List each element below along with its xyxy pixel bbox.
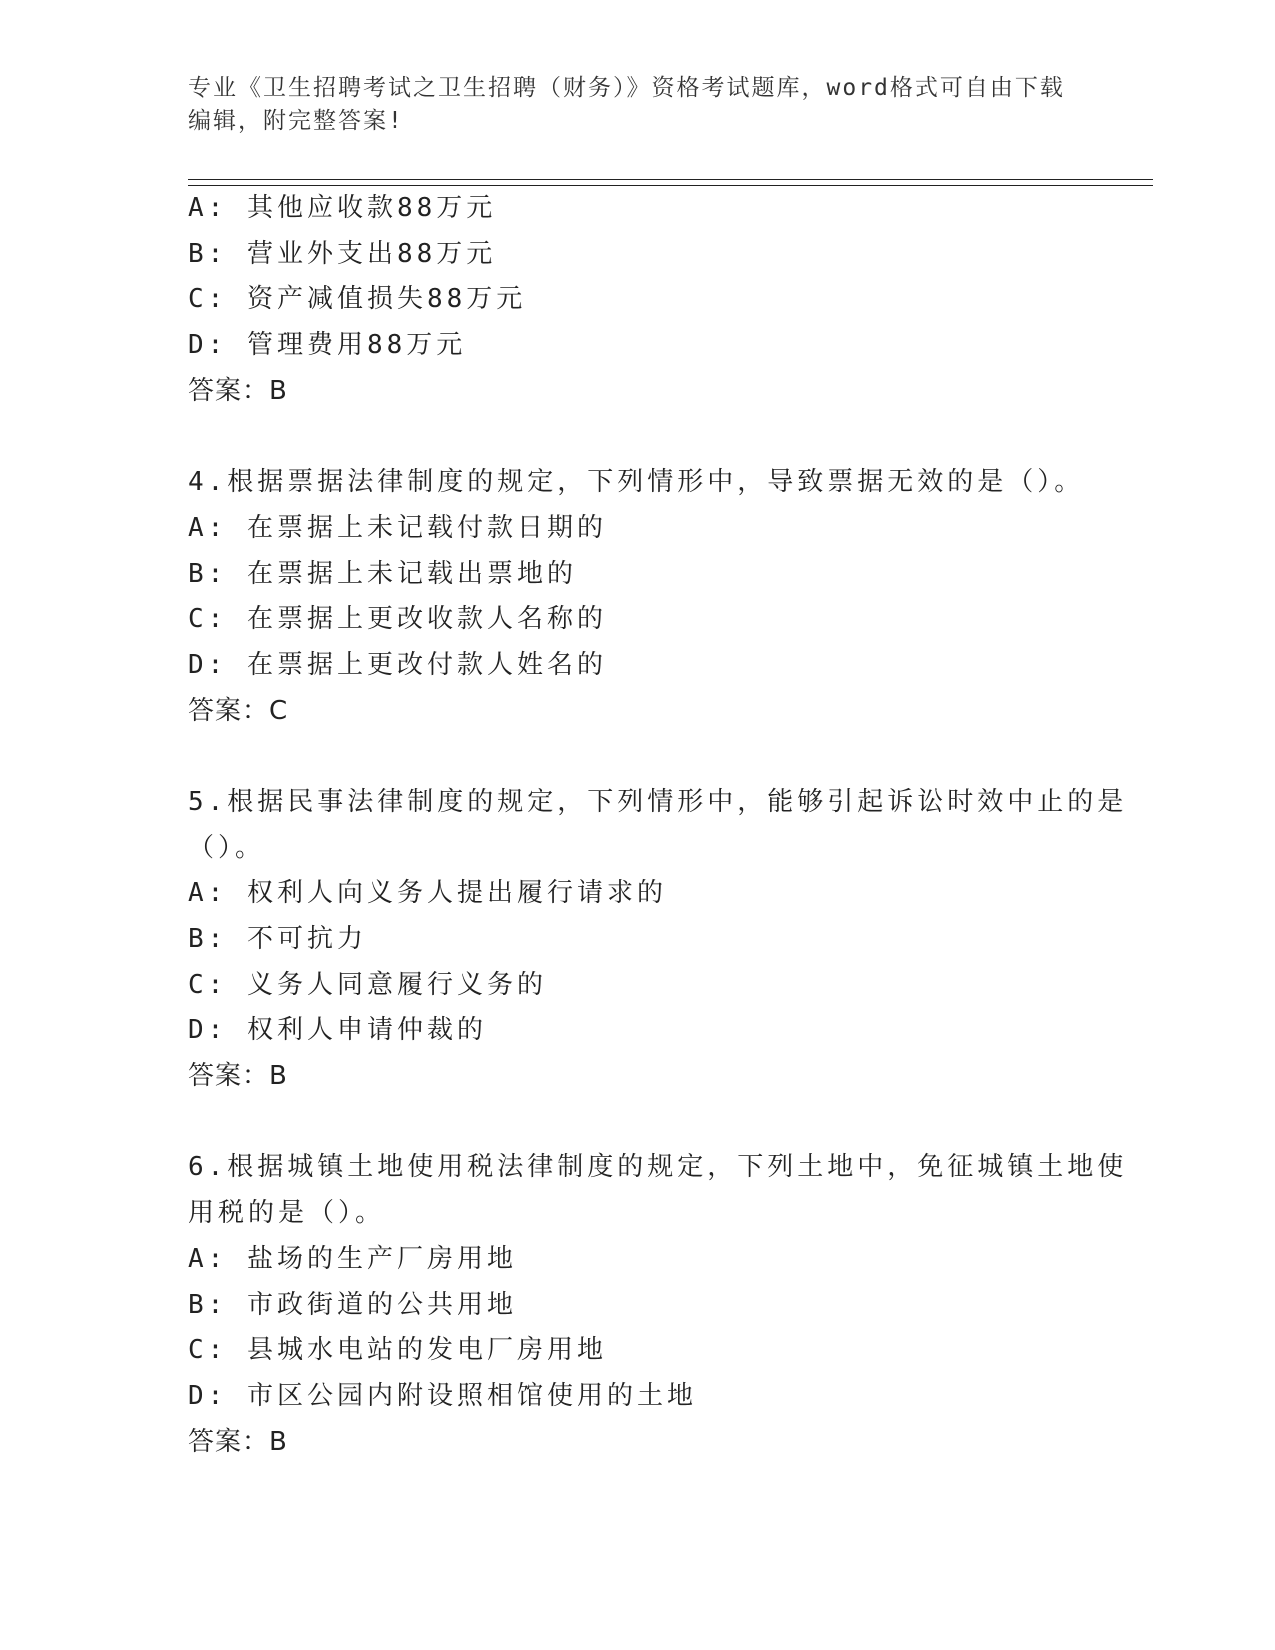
header-double-rule xyxy=(188,179,1153,186)
question-5 xyxy=(188,780,1148,1100)
question-4 xyxy=(188,460,1148,734)
answer: 答案：B xyxy=(188,1061,288,1092)
question-list xyxy=(188,186,1148,1465)
option-b: B: 在票据上未记载出票地的 xyxy=(188,558,577,589)
option-c: C: 县城水电站的发电厂房用地 xyxy=(188,1335,607,1366)
option-c: C: 资产减值损失88万元 xyxy=(188,284,527,315)
option-c: C: 义务人同意履行义务的 xyxy=(188,969,547,1000)
option-a: A: 在票据上未记载付款日期的 xyxy=(188,512,607,543)
option-b: B: 市政街道的公共用地 xyxy=(188,1289,517,1320)
option-a: A: 其他应收款88万元 xyxy=(188,193,497,223)
question-3-continued xyxy=(188,186,1148,414)
document-title: 专业《卫生招聘考试之卫生招聘（财务）》资格考试题库，word格式可自由下载编辑，附完整答案! xyxy=(188,75,1065,134)
question-6 xyxy=(188,1145,1148,1465)
option-a: A: 盐场的生产厂房用地 xyxy=(188,1243,517,1274)
option-d: D: 在票据上更改付款人姓名的 xyxy=(188,649,607,680)
answer: 答案：B xyxy=(188,1426,288,1457)
answer: 答案：B xyxy=(188,375,288,406)
document-header xyxy=(188,72,1088,138)
option-b: B: 不可抗力 xyxy=(188,924,367,955)
question-stem: 5.根据民事法律制度的规定，下列情形中，能够引起诉讼时效中止的是（）。 xyxy=(188,786,1128,863)
option-d: D: 管理费用88万元 xyxy=(188,330,467,361)
option-b: B: 营业外支出88万元 xyxy=(188,238,497,269)
option-c: C: 在票据上更改收款人名称的 xyxy=(188,604,607,635)
answer: 答案：C xyxy=(188,695,289,726)
question-stem: 4.根据票据法律制度的规定，下列情形中，导致票据无效的是（）。 xyxy=(188,467,1085,498)
option-d: D: 权利人申请仲裁的 xyxy=(188,1015,487,1046)
question-stem: 6.根据城镇土地使用税法律制度的规定，下列土地中，免征城镇土地使用税的是（）。 xyxy=(188,1152,1128,1229)
option-d: D: 市区公园内附设照相馆使用的土地 xyxy=(188,1380,697,1411)
option-a: A: 权利人向义务人提出履行请求的 xyxy=(188,878,667,909)
